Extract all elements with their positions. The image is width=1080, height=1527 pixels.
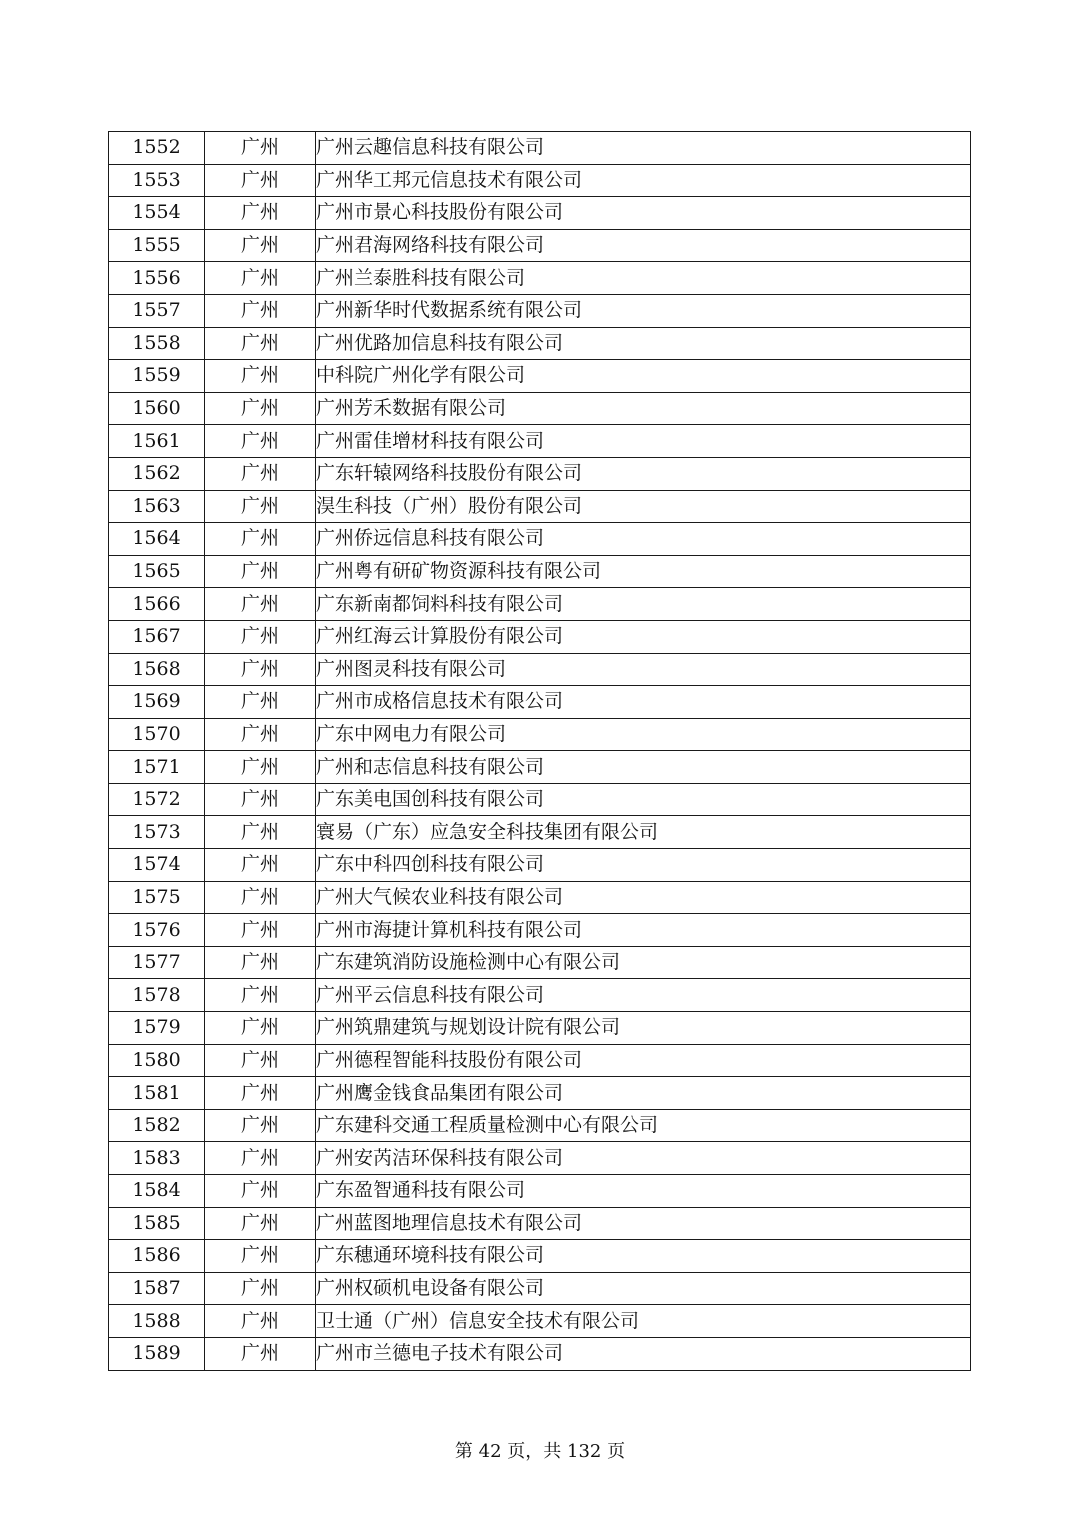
table-row xyxy=(109,229,971,262)
company-name-cell: 广东中科四创科技有限公司 xyxy=(316,849,971,882)
table-row xyxy=(109,620,971,653)
city-cell: 广州 xyxy=(205,718,316,751)
row-number-cell: 1564 xyxy=(109,523,205,556)
company-name-cell: 广州市成格信息技术有限公司 xyxy=(316,686,971,719)
row-number-cell: 1580 xyxy=(109,1044,205,1077)
city-cell: 广州 xyxy=(205,164,316,197)
company-name-cell: 广州图灵科技有限公司 xyxy=(316,653,971,686)
city-cell: 广州 xyxy=(205,294,316,327)
table-row xyxy=(109,262,971,295)
city-cell: 广州 xyxy=(205,686,316,719)
row-number-cell: 1577 xyxy=(109,946,205,979)
table-row xyxy=(109,1142,971,1175)
city-cell: 广州 xyxy=(205,946,316,979)
table-row xyxy=(109,751,971,784)
row-number-cell: 1566 xyxy=(109,588,205,621)
row-number-cell: 1576 xyxy=(109,914,205,947)
row-number-cell: 1571 xyxy=(109,751,205,784)
city-cell: 广州 xyxy=(205,588,316,621)
city-cell: 广州 xyxy=(205,1109,316,1142)
row-number-cell: 1570 xyxy=(109,718,205,751)
company-name-cell: 广州市景心科技股份有限公司 xyxy=(316,197,971,230)
row-number-cell: 1562 xyxy=(109,457,205,490)
company-name-cell: 广东建科交通工程质量检测中心有限公司 xyxy=(316,1109,971,1142)
table-row xyxy=(109,1240,971,1273)
company-name-cell: 广州君海网络科技有限公司 xyxy=(316,229,971,262)
row-number-cell: 1558 xyxy=(109,327,205,360)
table-row xyxy=(109,360,971,393)
table-row xyxy=(109,653,971,686)
company-name-cell: 广州红海云计算股份有限公司 xyxy=(316,620,971,653)
company-name-cell: 广州平云信息科技有限公司 xyxy=(316,979,971,1012)
company-name-cell: 广州兰泰胜科技有限公司 xyxy=(316,262,971,295)
city-cell: 广州 xyxy=(205,327,316,360)
table-row xyxy=(109,849,971,882)
city-cell: 广州 xyxy=(205,1142,316,1175)
city-cell: 广州 xyxy=(205,229,316,262)
company-name-cell: 广州鹰金钱食品集团有限公司 xyxy=(316,1077,971,1110)
row-number-cell: 1583 xyxy=(109,1142,205,1175)
city-cell: 广州 xyxy=(205,1175,316,1208)
city-cell: 广州 xyxy=(205,1012,316,1045)
row-number-cell: 1574 xyxy=(109,849,205,882)
city-cell: 广州 xyxy=(205,653,316,686)
city-cell: 广州 xyxy=(205,523,316,556)
city-cell: 广州 xyxy=(205,751,316,784)
row-number-cell: 1588 xyxy=(109,1305,205,1338)
city-cell: 广州 xyxy=(205,914,316,947)
company-name-cell: 广州权硕机电设备有限公司 xyxy=(316,1272,971,1305)
company-table xyxy=(108,131,971,1371)
table-row xyxy=(109,164,971,197)
table-row xyxy=(109,718,971,751)
company-name-cell: 广州和志信息科技有限公司 xyxy=(316,751,971,784)
row-number-cell: 1578 xyxy=(109,979,205,1012)
row-number-cell: 1552 xyxy=(109,132,205,165)
company-name-cell: 广州市海捷计算机科技有限公司 xyxy=(316,914,971,947)
row-number-cell: 1582 xyxy=(109,1109,205,1142)
table-row xyxy=(109,1109,971,1142)
company-name-cell: 卫士通（广州）信息安全技术有限公司 xyxy=(316,1305,971,1338)
company-name-cell: 广州市兰德电子技术有限公司 xyxy=(316,1337,971,1370)
table-row xyxy=(109,1012,971,1045)
city-cell: 广州 xyxy=(205,1337,316,1370)
table-row xyxy=(109,425,971,458)
table-row xyxy=(109,132,971,165)
company-name-cell: 广州云趣信息科技有限公司 xyxy=(316,132,971,165)
company-name-cell: 广东穗通环境科技有限公司 xyxy=(316,1240,971,1273)
city-cell: 广州 xyxy=(205,1207,316,1240)
city-cell: 广州 xyxy=(205,360,316,393)
company-name-cell: 广州新华时代数据系统有限公司 xyxy=(316,294,971,327)
row-number-cell: 1589 xyxy=(109,1337,205,1370)
row-number-cell: 1554 xyxy=(109,197,205,230)
company-name-cell: 广东建筑消防设施检测中心有限公司 xyxy=(316,946,971,979)
city-cell: 广州 xyxy=(205,1044,316,1077)
table-row xyxy=(109,783,971,816)
row-number-cell: 1563 xyxy=(109,490,205,523)
table-row xyxy=(109,555,971,588)
company-name-cell: 广东新南都饲料科技有限公司 xyxy=(316,588,971,621)
row-number-cell: 1587 xyxy=(109,1272,205,1305)
company-name-cell: 广州德程智能科技股份有限公司 xyxy=(316,1044,971,1077)
row-number-cell: 1561 xyxy=(109,425,205,458)
table-row xyxy=(109,197,971,230)
city-cell: 广州 xyxy=(205,425,316,458)
row-number-cell: 1584 xyxy=(109,1175,205,1208)
city-cell: 广州 xyxy=(205,262,316,295)
city-cell: 广州 xyxy=(205,555,316,588)
row-number-cell: 1565 xyxy=(109,555,205,588)
row-number-cell: 1559 xyxy=(109,360,205,393)
row-number-cell: 1553 xyxy=(109,164,205,197)
row-number-cell: 1575 xyxy=(109,881,205,914)
table-row xyxy=(109,1207,971,1240)
row-number-cell: 1560 xyxy=(109,392,205,425)
company-name-cell: 广州粤有研矿物资源科技有限公司 xyxy=(316,555,971,588)
city-cell: 广州 xyxy=(205,979,316,1012)
company-name-cell: 广州芳禾数据有限公司 xyxy=(316,392,971,425)
company-name-cell: 广州筑鼎建筑与规划设计院有限公司 xyxy=(316,1012,971,1045)
company-name-cell: 中科院广州化学有限公司 xyxy=(316,360,971,393)
company-name-cell: 广东轩辕网络科技股份有限公司 xyxy=(316,457,971,490)
city-cell: 广州 xyxy=(205,392,316,425)
city-cell: 广州 xyxy=(205,849,316,882)
table-row xyxy=(109,1305,971,1338)
company-name-cell: 广州雷佳增材科技有限公司 xyxy=(316,425,971,458)
table-row xyxy=(109,588,971,621)
company-table-body xyxy=(109,132,971,1371)
city-cell: 广州 xyxy=(205,490,316,523)
company-name-cell: 广州大气候农业科技有限公司 xyxy=(316,881,971,914)
company-name-cell: 寰易（广东）应急安全科技集团有限公司 xyxy=(316,816,971,849)
row-number-cell: 1568 xyxy=(109,653,205,686)
row-number-cell: 1567 xyxy=(109,620,205,653)
city-cell: 广州 xyxy=(205,1077,316,1110)
table-row xyxy=(109,490,971,523)
company-name-cell: 广东美电国创科技有限公司 xyxy=(316,783,971,816)
row-number-cell: 1573 xyxy=(109,816,205,849)
table-row xyxy=(109,327,971,360)
table-row xyxy=(109,523,971,556)
company-name-cell: 淏生科技（广州）股份有限公司 xyxy=(316,490,971,523)
table-row xyxy=(109,686,971,719)
table-row xyxy=(109,1077,971,1110)
row-number-cell: 1579 xyxy=(109,1012,205,1045)
table-row xyxy=(109,1044,971,1077)
city-cell: 广州 xyxy=(205,457,316,490)
row-number-cell: 1557 xyxy=(109,294,205,327)
company-name-cell: 广州优路加信息科技有限公司 xyxy=(316,327,971,360)
table-row xyxy=(109,1337,971,1370)
table-row xyxy=(109,914,971,947)
company-name-cell: 广东盈智通科技有限公司 xyxy=(316,1175,971,1208)
row-number-cell: 1586 xyxy=(109,1240,205,1273)
table-row xyxy=(109,881,971,914)
company-name-cell: 广州蓝图地理信息技术有限公司 xyxy=(316,1207,971,1240)
city-cell: 广州 xyxy=(205,783,316,816)
row-number-cell: 1581 xyxy=(109,1077,205,1110)
city-cell: 广州 xyxy=(205,1272,316,1305)
company-name-cell: 广州安芮洁环保科技有限公司 xyxy=(316,1142,971,1175)
city-cell: 广州 xyxy=(205,881,316,914)
row-number-cell: 1569 xyxy=(109,686,205,719)
table-row xyxy=(109,457,971,490)
city-cell: 广州 xyxy=(205,1240,316,1273)
city-cell: 广州 xyxy=(205,1305,316,1338)
company-name-cell: 广东中网电力有限公司 xyxy=(316,718,971,751)
city-cell: 广州 xyxy=(205,197,316,230)
row-number-cell: 1555 xyxy=(109,229,205,262)
company-name-cell: 广州侨远信息科技有限公司 xyxy=(316,523,971,556)
table-row xyxy=(109,1272,971,1305)
city-cell: 广州 xyxy=(205,620,316,653)
table-row xyxy=(109,1175,971,1208)
city-cell: 广州 xyxy=(205,132,316,165)
company-name-cell: 广州华工邦元信息技术有限公司 xyxy=(316,164,971,197)
row-number-cell: 1585 xyxy=(109,1207,205,1240)
row-number-cell: 1572 xyxy=(109,783,205,816)
table-row xyxy=(109,979,971,1012)
page-footer: 第 42 页，共 132 页 xyxy=(454,1441,626,1462)
table-row xyxy=(109,294,971,327)
city-cell: 广州 xyxy=(205,816,316,849)
table-row xyxy=(109,392,971,425)
table-row xyxy=(109,946,971,979)
table-row xyxy=(109,816,971,849)
row-number-cell: 1556 xyxy=(109,262,205,295)
